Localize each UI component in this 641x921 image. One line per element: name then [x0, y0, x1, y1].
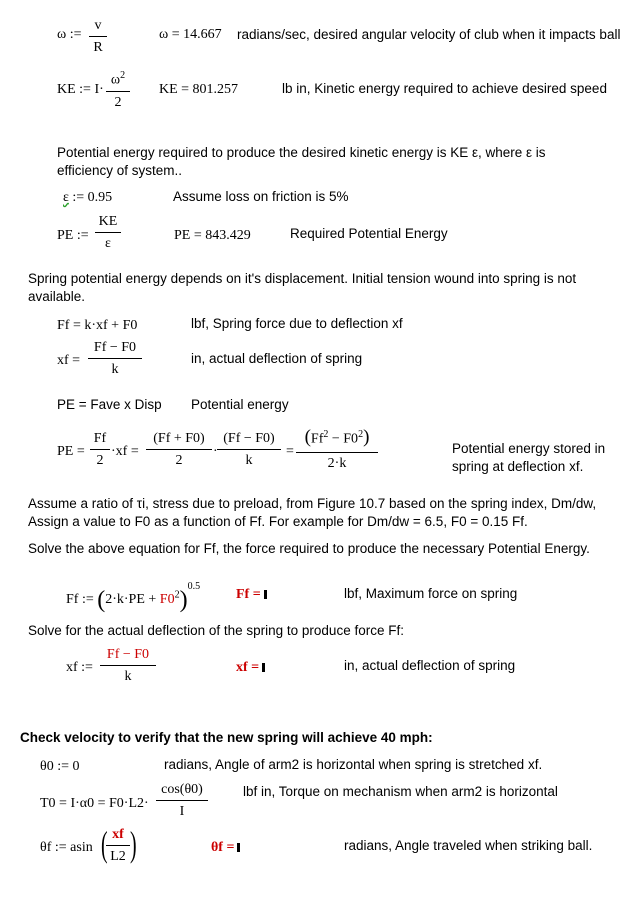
xf-solve-desc: in, actual deflection of spring [344, 658, 516, 673]
epsilon-def [63, 190, 112, 206]
pe-stored-f4-sup1: 2 [323, 429, 329, 440]
pe-stored-desc2: spring at deflection xf. [452, 459, 584, 474]
xf-solve-fraction [100, 647, 156, 685]
ff-solve-placeholder[interactable] [264, 590, 267, 599]
spring-text-line2: available. [28, 289, 86, 304]
ff-solve-inner: 2·k·PE + [105, 592, 160, 607]
omega-num: v [94, 18, 102, 33]
xf-assign: xf = [57, 353, 81, 368]
ratio-text-line1: Assume a ratio of τi, stress due to preload, from Figure 10.7 based on the spring index, Dm/dw, [28, 496, 597, 511]
pe-result: PE = 843.429 [174, 228, 251, 243]
xf-solve-placeholder[interactable] [262, 663, 265, 672]
epsilon-symbol: ε [63, 190, 69, 205]
pe-stored-mulxf: ·xf = [111, 444, 139, 459]
solve-ff-text: Solve the above equation for Ff, the force required to produce the necessary Potential Energy. [28, 541, 590, 556]
thetaf-lhs: θf := asin [40, 840, 93, 855]
thetaf-result-label: θf = [211, 840, 235, 855]
ff-solve-lhs: Ff := [66, 592, 94, 607]
ratio-text-line2: Assign a value to F0 as a function of Ff. For example for Dm/dw = 6.5, F0 = 0.15 Ff. [28, 514, 528, 529]
pe-assign: PE := [57, 228, 89, 243]
thetaf-den: L2 [110, 849, 126, 864]
pe-num: KE [98, 214, 118, 229]
spring-text-line1: Spring potential energy depends on it's displacement. Initial tension wound into spring is not [28, 271, 577, 286]
t0-desc: lbf in, Torque on mechanism when arm2 is horizontal [243, 784, 558, 799]
xf-solve-num: Ff − F0 [106, 647, 150, 662]
omega-assign: ω := [57, 27, 82, 42]
thetaf-desc: radians, Angle traveled when striking ball. [344, 838, 593, 853]
xf-desc: in, actual deflection of spring [191, 351, 363, 366]
t0-lhs: T0 = I·α0 = F0·L2· [40, 796, 149, 811]
pe-den: ε [105, 236, 111, 251]
pe-stored-frac2 [146, 431, 212, 469]
epsilon-desc: Assume loss on friction is 5% [173, 189, 349, 204]
omega-fraction [89, 18, 107, 56]
omega-desc: radians/sec, desired angular velocity of club when it impacts ball [237, 27, 621, 42]
ff-solve-expr: Ff := $(2\cdot k\cdot PE + F0^2)^{0.5}$ [66, 581, 201, 613]
ff-solve-result-label: Ff = [236, 587, 261, 602]
ff-solve-desc: lbf, Maximum force on spring [344, 586, 518, 601]
pe-fraction [95, 214, 121, 252]
thetaf-placeholder[interactable] [237, 843, 240, 852]
pe-stored-lhs: PE = [57, 444, 85, 459]
pe-text-line2: efficiency of system.. [57, 163, 183, 178]
pe-stored-frac1 [90, 431, 110, 469]
pe-stored-frac4: $(Ff^2 - F0^2)$ 2·k [296, 425, 378, 472]
pe-fave-desc: Potential energy [191, 397, 289, 412]
ke-result: KE = 801.257 [159, 82, 239, 97]
ff-solve-outer-sup: 0.5 [187, 581, 201, 593]
pe-stored-f3-num: (Ff − F0) [223, 431, 275, 446]
xf-solve-result [236, 660, 265, 676]
solve-xf-text: Solve for the actual deflection of the spring to produce force Ff: [28, 623, 404, 638]
pe-stored-f1-den: 2 [96, 453, 104, 468]
t0-den: I [179, 804, 185, 819]
xf-solve-den: k [124, 669, 132, 684]
ke-den: 2 [114, 94, 122, 110]
theta0-desc: radians, Angle of arm2 is horizontal when spring is stretched xf. [164, 757, 543, 772]
ke-num: ω [110, 72, 121, 88]
theta0-expr: θ0 := 0 [40, 759, 80, 774]
thetaf-result [211, 840, 240, 856]
xf-solve-result-label: xf = [236, 660, 260, 675]
thetaf-num: xf [112, 827, 124, 842]
pe-stored-frac3 [217, 431, 281, 469]
xf-num: Ff − F0 [93, 340, 137, 355]
pe-stored-dot: · [213, 444, 218, 459]
pe-stored-desc1: Potential energy stored in [452, 441, 606, 456]
pe-stored-f4-a: Ff [310, 431, 324, 447]
omega-den: R [93, 40, 103, 55]
pe-stored-f3-den: k [245, 453, 253, 468]
xf-fraction [88, 340, 142, 378]
ke-desc: lb in, Kinetic energy required to achieve desired speed [282, 81, 607, 96]
check-heading: Check velocity to verify that the new spring will achieve 40 mph: [20, 730, 433, 745]
xf-solve-lhs: xf := [66, 660, 93, 675]
xf-den: k [111, 362, 119, 377]
epsilon-value: := 0.95 [72, 190, 113, 205]
ke-num-sup: 2 [120, 70, 126, 81]
pe-desc: Required Potential Energy [290, 226, 448, 241]
ff-equation: Ff = k·xf + F0 [57, 318, 138, 333]
t0-num: cos(θ0) [161, 782, 203, 797]
thetaf-paren-left: ( [101, 824, 108, 864]
ff-solve-f0: F0 [159, 592, 175, 607]
pe-stored-f4-b: − F0 [328, 431, 359, 447]
pe-stored-f2-den: 2 [175, 453, 183, 468]
ff-equation-desc: lbf, Spring force due to deflection xf [191, 316, 403, 331]
ke-fraction [106, 68, 130, 111]
ff-solve-f0-sup: 2 [174, 589, 180, 601]
thetaf-paren-right: ) [130, 824, 137, 864]
thetaf-fraction [106, 827, 130, 865]
t0-fraction [156, 782, 208, 820]
pe-stored-eq: = [286, 444, 294, 459]
pe-stored-f2-num: (Ff + F0) [153, 431, 205, 446]
pe-stored-f1-num: Ff [93, 431, 107, 446]
pe-text-line1: Potential energy required to produce the desired kinetic energy is KE ε, where ε is [57, 145, 546, 160]
pe-stored-f4-den: 2·k [327, 455, 347, 471]
pe-stored-f4-sup2: 2 [358, 429, 364, 440]
pe-fave-expr: PE = Fave x Disp [57, 397, 162, 412]
omega-result: ω = 14.667 [159, 27, 222, 42]
ff-solve-result [236, 587, 267, 603]
ke-assign: KE := I· [57, 82, 104, 97]
